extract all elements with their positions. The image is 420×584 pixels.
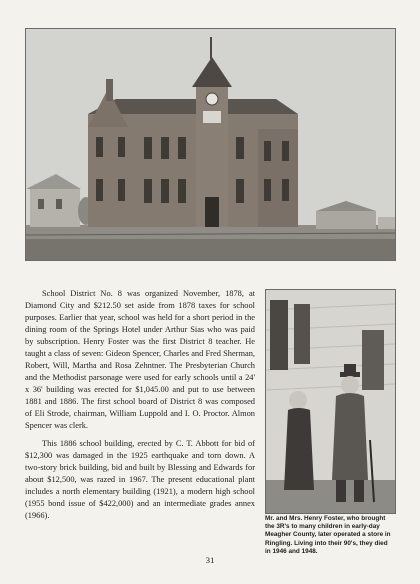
article-body xyxy=(25,288,255,522)
paragraph-district-history: School District No. 8 was organized November, 1878, at Diamond City and $212.50 set aside from 1878 taxes for school purposes. Earlier that year, school was held for a short period in the dining room of the Springs Hotel under Arthur Sias who was paid by subscription. Henry Foster was the first District 8 teacher. He taught a class of seven: Gideon Spencer, Charles and Fred Sherman, Robert, Will, Martha and Rosa Zehntner. The Presbyterian Church and the Methodist parsonage were used for early schools until a 24' x 36' building was erected for $1,045.00 and put to use between 1881 and 1886. The first school board of District 8 was composed of Eli Strode, chairman, William Luppold and I. O. Proctor. Almon Spencer was clerk. xyxy=(25,289,255,430)
photo-caption: Mr. and Mrs. Henry Foster, who brought the 3R's to many children in early-day Meagher County, later operated a store in Ringling. Living into their 90's, they died in 1946 and 1948. xyxy=(265,515,391,555)
foster-couple-photo xyxy=(265,289,396,514)
page-number: 31 xyxy=(205,555,215,565)
foster-couple-illustration xyxy=(266,290,395,513)
school-building-illustration xyxy=(26,29,395,260)
school-building-photo xyxy=(25,28,396,261)
paragraph-school-building: This 1886 school building, erected by C. T. Abbott for bid of $12,300 was damaged in the 1925 earthquake and torn down. A two-story brick building, bid and built by Blessing and Edwards for about $12,500, was razed in 1967. The present educational plant includes a north elementary building (1921), a modern high school (1955 bond issue of $422,000) and an intermediate grades annex (1966). xyxy=(25,439,255,520)
